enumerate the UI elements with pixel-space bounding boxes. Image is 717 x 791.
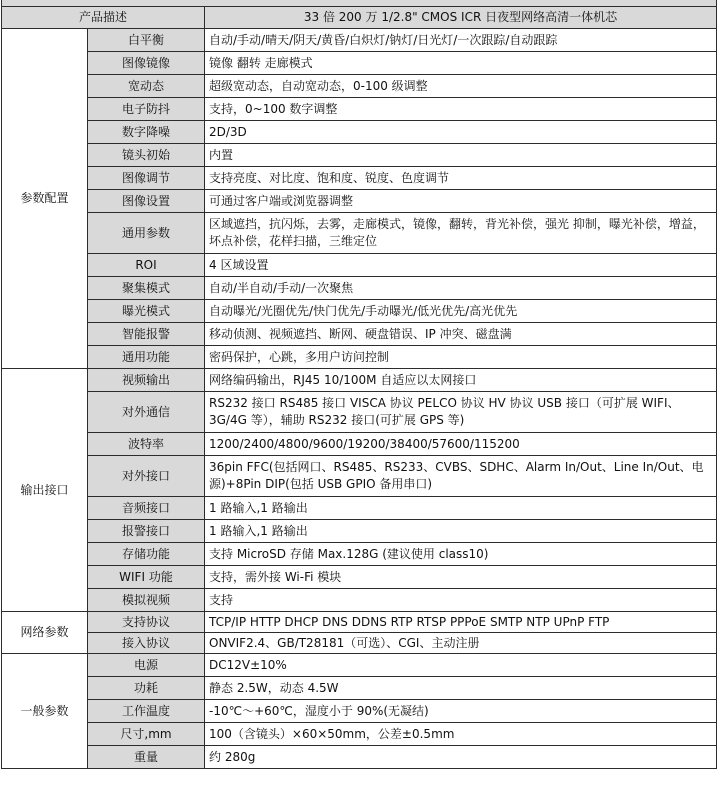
spec-key: 聚集模式 bbox=[88, 277, 205, 300]
spec-row bbox=[2, 144, 717, 167]
spec-row bbox=[2, 700, 717, 723]
spec-key: 波特率 bbox=[88, 433, 205, 456]
spec-value: 1 路输入,1 路输出 bbox=[205, 497, 717, 520]
spec-row bbox=[2, 723, 717, 746]
spec-row bbox=[2, 520, 717, 543]
spec-row bbox=[2, 277, 717, 300]
spec-key: 镜头初始 bbox=[88, 144, 205, 167]
spec-value: 内置 bbox=[205, 144, 717, 167]
spec-row bbox=[2, 167, 717, 190]
spec-key: 数字降噪 bbox=[88, 121, 205, 144]
spec-row bbox=[2, 369, 717, 392]
spec-key: 电子防抖 bbox=[88, 98, 205, 121]
spec-key: 对外接口 bbox=[88, 456, 205, 497]
spec-key: 支持协议 bbox=[88, 612, 205, 633]
spec-value: 100（含镜头）×60×50mm，公差±0.5mm bbox=[205, 723, 717, 746]
spec-value: ONVIF2.4、GB/T28181（可选）、CGI、主动注册 bbox=[205, 633, 717, 654]
spec-table bbox=[1, 0, 717, 769]
header-row bbox=[2, 7, 717, 29]
spec-key: 宽动态 bbox=[88, 75, 205, 98]
header-label: 产品描述 bbox=[2, 7, 205, 29]
spec-key: 音频接口 bbox=[88, 497, 205, 520]
spec-value: -10℃～+60℃，湿度小于 90%(无凝结) bbox=[205, 700, 717, 723]
spec-value: 移动侦测、视频遮挡、断网、硬盘错误、IP 冲突、磁盘满 bbox=[205, 323, 717, 346]
spec-key: 曝光模式 bbox=[88, 300, 205, 323]
spec-key: 图像调节 bbox=[88, 167, 205, 190]
spec-key: 白平衡 bbox=[88, 29, 205, 52]
spec-key: 电源 bbox=[88, 654, 205, 677]
spec-row bbox=[2, 392, 717, 433]
spec-key: 模拟视频 bbox=[88, 589, 205, 612]
spec-row bbox=[2, 121, 717, 144]
section-category: 输出接口 bbox=[2, 369, 88, 612]
spec-row bbox=[2, 346, 717, 369]
spec-key: 智能报警 bbox=[88, 323, 205, 346]
spec-value: 自动曝光/光圈优先/快门优先/手动曝光/低光优先/高光优先 bbox=[205, 300, 717, 323]
spec-row bbox=[2, 29, 717, 52]
spec-row bbox=[2, 323, 717, 346]
spec-key: 通用参数 bbox=[88, 213, 205, 254]
spec-value: 自动/手动/晴天/阴天/黄昏/白炽灯/钠灯/日光灯/一次跟踪/自动跟踪 bbox=[205, 29, 717, 52]
section-category: 参数配置 bbox=[2, 29, 88, 369]
spec-key: 尺寸,mm bbox=[88, 723, 205, 746]
header-value: 33 倍 200 万 1/2.8" CMOS ICR 日夜型网络高清一体机芯 bbox=[205, 7, 717, 29]
spec-row bbox=[2, 75, 717, 98]
spec-value: 1 路输入,1 路输出 bbox=[205, 520, 717, 543]
spec-row bbox=[2, 612, 717, 633]
spec-key: ROI bbox=[88, 254, 205, 277]
spec-row bbox=[2, 300, 717, 323]
section-category: 一般参数 bbox=[2, 654, 88, 769]
spec-value: DC12V±10% bbox=[205, 654, 717, 677]
spec-value: 超级宽动态，自动宽动态，0-100 级调整 bbox=[205, 75, 717, 98]
spec-value: 静态 2.5W，动态 4.5W bbox=[205, 677, 717, 700]
spec-value: 支持亮度、对比度、饱和度、锐度、色度调节 bbox=[205, 167, 717, 190]
spec-key: 功耗 bbox=[88, 677, 205, 700]
spec-row bbox=[2, 98, 717, 121]
spec-key: 重量 bbox=[88, 746, 205, 769]
spec-row bbox=[2, 52, 717, 75]
spec-key: 对外通信 bbox=[88, 392, 205, 433]
spec-value: 区域遮挡，抗闪烁，去雾，走廊模式，镜像，翻转，背光补偿，强光 抑制，曝光补偿，增益，坏点补偿，花样扫描，三维定位 bbox=[205, 213, 717, 254]
section-category: 网络参数 bbox=[2, 612, 88, 654]
spec-row bbox=[2, 633, 717, 654]
spec-key: 接入协议 bbox=[88, 633, 205, 654]
spec-key: 存储功能 bbox=[88, 543, 205, 566]
spec-value: 支持 bbox=[205, 589, 717, 612]
spec-value: 1200/2400/4800/9600/19200/38400/57600/115200 bbox=[205, 433, 717, 456]
spec-key: WIFI 功能 bbox=[88, 566, 205, 589]
spec-row bbox=[2, 677, 717, 700]
spec-value: RS232 接口 RS485 接口 VISCA 协议 PELCO 协议 HV 协议 USB 接口（可扩展 WIFI、3G/4G 等），辅助 RS232 接口(可扩展 GPS 等) bbox=[205, 392, 717, 433]
spec-value: 可通过客户端或浏览器调整 bbox=[205, 190, 717, 213]
spec-row bbox=[2, 654, 717, 677]
spec-row bbox=[2, 589, 717, 612]
spec-row bbox=[2, 543, 717, 566]
spec-key: 通用功能 bbox=[88, 346, 205, 369]
spec-row bbox=[2, 213, 717, 254]
spec-value: 支持 MicroSD 存储 Max.128G (建议使用 class10) bbox=[205, 543, 717, 566]
spec-key: 报警接口 bbox=[88, 520, 205, 543]
spec-value: 约 280g bbox=[205, 746, 717, 769]
spec-value: 2D/3D bbox=[205, 121, 717, 144]
spec-key: 工作温度 bbox=[88, 700, 205, 723]
spec-row bbox=[2, 497, 717, 520]
spec-key: 图像镜像 bbox=[88, 52, 205, 75]
spec-value: 网络编码输出，RJ45 10/100M 自适应以太网接口 bbox=[205, 369, 717, 392]
spec-row bbox=[2, 566, 717, 589]
spec-key: 图像设置 bbox=[88, 190, 205, 213]
spec-table-body bbox=[2, 0, 717, 769]
spec-value: TCP/IP HTTP DHCP DNS DDNS RTP RTSP PPPoE SMTP NTP UPnP FTP bbox=[205, 612, 717, 633]
spec-key: 视频输出 bbox=[88, 369, 205, 392]
spec-value: 镜像 翻转 走廊模式 bbox=[205, 52, 717, 75]
spec-value: 密码保护，心跳，多用户访问控制 bbox=[205, 346, 717, 369]
spec-row bbox=[2, 190, 717, 213]
spec-row bbox=[2, 433, 717, 456]
spec-row bbox=[2, 746, 717, 769]
spec-value: 支持，需外接 Wi-Fi 模块 bbox=[205, 566, 717, 589]
spec-value: 4 区域设置 bbox=[205, 254, 717, 277]
spec-value: 36pin FFC(包括网口、RS485、RS233、CVBS、SDHC、Alarm In/Out、Line In/Out、电源)+8Pin DIP(包括 USB GPIO 备用串口) bbox=[205, 456, 717, 497]
spec-row bbox=[2, 456, 717, 497]
spec-value: 支持，0~100 数字调整 bbox=[205, 98, 717, 121]
spec-row bbox=[2, 254, 717, 277]
spec-value: 自动/半自动/手动/一次聚焦 bbox=[205, 277, 717, 300]
